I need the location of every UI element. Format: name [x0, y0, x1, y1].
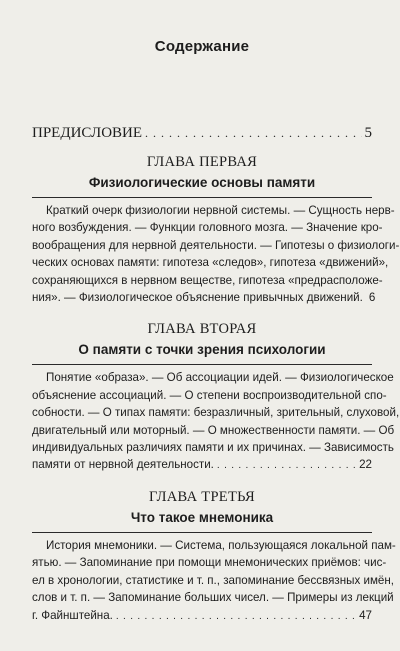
chapter-2-page-number: 22: [359, 458, 372, 472]
chapter-1-page-number: 6: [368, 291, 376, 305]
chapter-2-summary: [32, 369, 400, 474]
summary-line: ческих основах памяти: гипотеза «следов», гипотеза «движений»,: [32, 256, 389, 270]
summary-line: ел в хронологии, статистике и т. п., запоминание бессвязных имён,: [32, 573, 394, 587]
summary-line: слов и т. п. — Запоминание больших чисел. — Примеры из лекций: [32, 591, 394, 605]
chapter-3-page-row[interactable]: [32, 607, 372, 625]
chapter-3-label: ГЛАВА ТРЕТЬЯ: [149, 488, 255, 505]
chapter-2-label: ГЛАВА ВТОРАЯ: [147, 321, 257, 338]
summary-line: вообращения для нервной деятельности. — Гипотезы о физиологи-: [32, 238, 400, 252]
summary-line: История мнемоники. — Система, пользующаяся локальной пам-: [46, 538, 396, 552]
summary-line: г. Файнштейна.: [32, 608, 113, 622]
summary-line: сохраняющихся в нервном веществе, гипотеза «предрасположе-: [32, 273, 383, 287]
summary-line: ятью. — Запоминание при помощи мнемонических приёмов: чис-: [32, 556, 387, 570]
leader-dots: [217, 456, 356, 474]
summary-line: памяти от нервной деятельности.: [32, 458, 214, 472]
leader-dots: [116, 607, 356, 625]
leader-dots: [145, 125, 361, 142]
preface-entry[interactable]: [32, 125, 372, 142]
chapter-2-rule: [32, 364, 372, 365]
chapter-1-rule: [32, 197, 372, 198]
toc-page: [0, 38, 400, 651]
chapter-3-summary: [32, 537, 396, 625]
chapter-2-page-row[interactable]: [32, 456, 372, 474]
chapter-3-section: [32, 488, 396, 625]
preface-page-number: 5: [364, 125, 372, 141]
summary-line: ного возбуждения. — Функции головного мозга. — Значение кро-: [32, 221, 383, 235]
summary-line: Краткий очерк физиологии нервной системы. — Сущность нерв-: [46, 204, 395, 217]
preface-label: ПРЕДИСЛОВИЕ: [32, 125, 143, 141]
summary-line: ния». — Физиологическое объяснение привычных движений.: [32, 291, 363, 305]
summary-line: индивидуальных различиях памяти и их причинах. — Зависимость: [32, 441, 394, 455]
chapter-2-section: [32, 321, 400, 474]
summary-line: двигательный или моторный. — О множественности памяти. — Об: [32, 423, 395, 437]
chapter-1-page-row[interactable]: [32, 289, 376, 307]
chapter-1-label: ГЛАВА ПЕРВАЯ: [146, 154, 258, 170]
chapter-3-page-number: 47: [359, 608, 372, 622]
toc-title: Содержание: [154, 38, 250, 55]
chapter-2-title[interactable]: О памяти с точки зрения психологии: [78, 342, 326, 358]
summary-line: объяснение ассоциаций. — О степени воспроизводительной спо-: [32, 388, 387, 402]
chapter-1-summary: [32, 202, 400, 307]
summary-line: собности. — О типах памяти: безразличный, зрительный, слуховой,: [32, 406, 400, 420]
chapter-1-section: [32, 154, 400, 307]
chapter-1-title[interactable]: Физиологические основы памяти: [88, 175, 316, 190]
summary-line: Понятие «образа». — Об ассоциации идей. — Физиологическое: [46, 371, 394, 385]
chapter-3-rule: [32, 532, 372, 533]
chapter-3-title[interactable]: Что такое мнемоника: [130, 509, 274, 525]
